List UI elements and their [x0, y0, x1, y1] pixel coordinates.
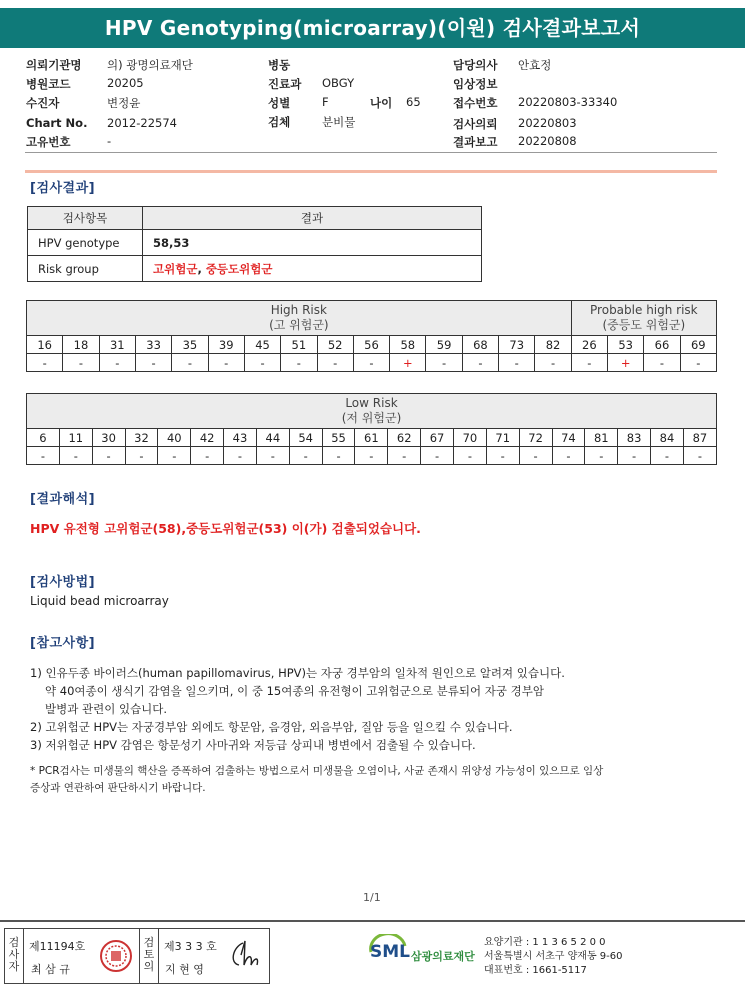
result-value: 58,53 [143, 230, 482, 256]
divider [23, 929, 24, 983]
reference-line: 약 40여종이 생식기 감염을 일으키며, 이 중 15여종의 유전형이 고위험군으로 분류되어 자궁 경부암 [45, 684, 544, 698]
genotype-result-cell: - [92, 447, 125, 465]
info-value: - [107, 134, 112, 148]
probable-risk-title: Probable high risk [590, 303, 698, 317]
genotype-cell: 16 [27, 336, 63, 354]
genotype-result-cell: - [421, 447, 454, 465]
genotype-result-cell: - [519, 447, 552, 465]
info-label: 담당의사 [453, 58, 498, 72]
info-label: 성별 [268, 96, 291, 110]
genotype-result-cell: - [355, 447, 388, 465]
seal-stamp-icon [99, 939, 133, 973]
verifier-name: 지 현 영 [165, 963, 204, 976]
genotype-row [27, 336, 717, 354]
genotype-result-cell: - [388, 447, 421, 465]
genotype-cell: 74 [552, 429, 585, 447]
report-title: HPV Genotyping(microarray)(이원) 검사결과보고서 [0, 8, 745, 48]
genotype-cell: 67 [421, 429, 454, 447]
genotype-cell: 6 [27, 429, 60, 447]
genotype-cell: 40 [158, 429, 191, 447]
info-value: 20220808 [518, 134, 577, 148]
genotype-cell: 55 [322, 429, 355, 447]
genotype-result-cell: - [462, 354, 498, 372]
genotype-cell: 73 [499, 336, 535, 354]
genotype-cell: 30 [92, 429, 125, 447]
genotype-cell: 83 [618, 429, 651, 447]
genotype-result-cell: - [499, 354, 535, 372]
info-label: Chart No. [26, 116, 88, 130]
genotype-result-cell: - [289, 447, 322, 465]
note-line: * PCR검사는 미생물의 핵산을 증폭하여 검출하는 방법으로서 미생물을 오염이나, 사균 존재시 위양성 가능성이 있으므로 임상 [30, 765, 604, 777]
contact-info [484, 936, 623, 978]
genotype-cell: 69 [680, 336, 716, 354]
genotype-cell: 62 [388, 429, 421, 447]
contact-line: 서울특별시 서초구 양재동 9-60 [484, 951, 623, 962]
verifier-number: 제3 3 3 호 [164, 940, 217, 953]
info-value: 의) 광명의료재단 [107, 58, 193, 72]
genotype-result-cell: - [158, 447, 191, 465]
genotype-cell: 26 [571, 336, 607, 354]
genotype-cell: 66 [644, 336, 680, 354]
result-value [143, 256, 482, 282]
info-label: 수진자 [26, 96, 60, 110]
signature-box [4, 928, 270, 984]
risk-separator: , [197, 261, 206, 276]
genotype-result-cell: - [59, 447, 92, 465]
genotype-result-cell: - [453, 447, 486, 465]
reference-line: 3) 저위험군 HPV 감염은 항문성기 사마귀와 저등급 상피내 병변에서 검출될 수 있습니다. [30, 738, 476, 752]
inspector-name: 최 삼 규 [31, 963, 70, 976]
genotype-result-cell: - [651, 447, 684, 465]
genotype-cell: 54 [289, 429, 322, 447]
info-label: 검사의뢰 [453, 117, 498, 131]
genotype-result-cell: - [256, 447, 289, 465]
genotype-result-row [27, 354, 717, 372]
info-label: 의뢰기관명 [26, 58, 82, 72]
genotype-cell: 18 [63, 336, 99, 354]
genotype-result-cell: - [571, 354, 607, 372]
high-risk-title: High Risk [270, 303, 327, 317]
genotype-result-cell: - [585, 447, 618, 465]
reference-line: 발병과 관련이 있습니다. [45, 702, 168, 716]
low-risk-table [26, 393, 717, 465]
info-label: 결과보고 [453, 135, 498, 149]
genotype-cell: 72 [519, 429, 552, 447]
page-number: 1/1 [363, 891, 381, 904]
verifier-label: 검토의 [143, 936, 155, 973]
info-value: F [322, 95, 329, 109]
genotype-result-cell: - [208, 354, 244, 372]
genotype-result-cell: - [683, 447, 716, 465]
genotype-row [27, 429, 717, 447]
genotype-result-cell: - [224, 447, 257, 465]
result-item: HPV genotype [28, 230, 143, 256]
genotype-cell: 11 [59, 429, 92, 447]
info-label: 임상정보 [453, 77, 498, 91]
low-risk-title: Low Risk [345, 396, 398, 410]
info-label: 검체 [268, 115, 291, 129]
inspector-number: 제11194호 [29, 940, 86, 953]
genotype-cell: 39 [208, 336, 244, 354]
result-header: 검사항목 [28, 207, 143, 230]
genotype-result-cell: - [317, 354, 353, 372]
info-value: 2012-22574 [107, 116, 177, 130]
genotype-cell: 58 [390, 336, 426, 354]
risk-high: 고위험군 [153, 261, 198, 276]
info-value: 20205 [107, 76, 144, 90]
info-label: 병원코드 [26, 77, 71, 91]
genotype-result-cell: + [608, 354, 644, 372]
accent-divider [25, 170, 717, 173]
genotype-result-cell: - [535, 354, 571, 372]
result-table [27, 206, 482, 282]
high-risk-header [27, 301, 572, 336]
genotype-result-cell: - [281, 354, 317, 372]
genotype-result-cell: - [191, 447, 224, 465]
genotype-result-cell: - [135, 354, 171, 372]
signature-icon [227, 937, 265, 973]
contact-line: 대표번호 : 1661-5117 [484, 965, 587, 976]
genotype-result-cell: - [486, 447, 519, 465]
genotype-cell: 81 [585, 429, 618, 447]
probable-risk-subtitle: (중등도 위험군) [602, 318, 686, 332]
info-label: 병동 [268, 58, 291, 72]
contact-line: 요양기관 : 1 1 3 6 5 2 0 0 [484, 937, 606, 948]
genotype-cell: 31 [99, 336, 135, 354]
genotype-result-cell: - [99, 354, 135, 372]
genotype-result-cell: - [63, 354, 99, 372]
interpretation-text: HPV 유전형 고위험군(58),중등도위험군(53) 이(가) 검출되었습니다. [30, 521, 421, 536]
result-header: 결과 [143, 207, 482, 230]
info-label: 고유번호 [26, 135, 71, 149]
genotype-result-cell: - [172, 354, 208, 372]
genotype-result-cell: - [27, 354, 63, 372]
genotype-result-cell: - [644, 354, 680, 372]
genotype-result-row [27, 447, 717, 465]
info-label: 접수번호 [453, 96, 498, 110]
divider [158, 929, 159, 983]
genotype-cell: 45 [244, 336, 280, 354]
genotype-cell: 35 [172, 336, 208, 354]
footer [0, 920, 745, 991]
section-title-method: [검사방법] [30, 575, 96, 590]
info-label: 진료과 [268, 77, 302, 91]
genotype-cell: 56 [353, 336, 389, 354]
genotype-cell: 68 [462, 336, 498, 354]
genotype-result-cell: - [27, 447, 60, 465]
genotype-cell: 43 [224, 429, 257, 447]
genotype-cell: 53 [608, 336, 644, 354]
info-value: 20220803-33340 [518, 95, 618, 109]
genotype-cell: 32 [125, 429, 158, 447]
genotype-cell: 87 [683, 429, 716, 447]
section-title-result: [검사결과] [30, 181, 96, 196]
organization-name: 삼광의료재단 [411, 950, 475, 963]
reference-line: 2) 고위험군 HPV는 자궁경부암 외에도 항문암, 음경암, 외음부암, 질암 등을 일으킬 수 있습니다. [30, 720, 513, 734]
genotype-cell: 42 [191, 429, 224, 447]
info-value: 분비물 [322, 115, 356, 129]
genotype-cell: 59 [426, 336, 462, 354]
low-risk-header [27, 394, 717, 429]
inspector-label: 검사자 [8, 936, 20, 973]
genotype-result-cell: - [244, 354, 280, 372]
note-line: 증상과 연관하여 판단하시기 바랍니다. [30, 782, 206, 794]
genotype-cell: 71 [486, 429, 519, 447]
genotype-result-cell: - [552, 447, 585, 465]
info-value: OBGY [322, 76, 355, 90]
section-title-interpretation: [결과해석] [30, 492, 96, 507]
reference-line: 1) 인유두종 바이러스(human papillomavirus, HPV)는 자궁 경부암의 일차적 원인으로 알려져 있습니다. [30, 666, 565, 680]
genotype-result-cell: - [426, 354, 462, 372]
info-value: 20220803 [518, 116, 577, 130]
genotype-cell: 82 [535, 336, 571, 354]
genotype-result-cell: + [390, 354, 426, 372]
risk-intermediate: 중등도위험군 [205, 261, 273, 276]
genotype-cell: 52 [317, 336, 353, 354]
low-risk-subtitle: (저 위험군) [341, 411, 402, 425]
table-row [28, 256, 482, 282]
genotype-cell: 61 [355, 429, 388, 447]
probable-risk-header [571, 301, 716, 336]
genotype-result-cell: - [125, 447, 158, 465]
sml-logo-text: SML [370, 942, 410, 962]
genotype-result-cell: - [353, 354, 389, 372]
genotype-cell: 44 [256, 429, 289, 447]
high-risk-subtitle: (고 위험군) [269, 318, 329, 332]
section-title-reference: [참고사항] [30, 636, 96, 651]
result-item: Risk group [28, 256, 143, 282]
info-value: 65 [406, 95, 421, 109]
table-row [28, 230, 482, 256]
genotype-cell: 70 [453, 429, 486, 447]
genotype-cell: 84 [651, 429, 684, 447]
genotype-cell: 51 [281, 336, 317, 354]
high-risk-table [26, 300, 717, 372]
genotype-result-cell: - [322, 447, 355, 465]
genotype-result-cell: - [680, 354, 716, 372]
method-text: Liquid bead microarray [30, 594, 169, 608]
info-value: 변정윤 [107, 96, 141, 110]
info-label: 나이 [370, 96, 393, 110]
info-divider [25, 152, 717, 153]
genotype-result-cell: - [618, 447, 651, 465]
info-value: 안효정 [518, 58, 552, 72]
genotype-cell: 33 [135, 336, 171, 354]
divider [139, 929, 140, 983]
